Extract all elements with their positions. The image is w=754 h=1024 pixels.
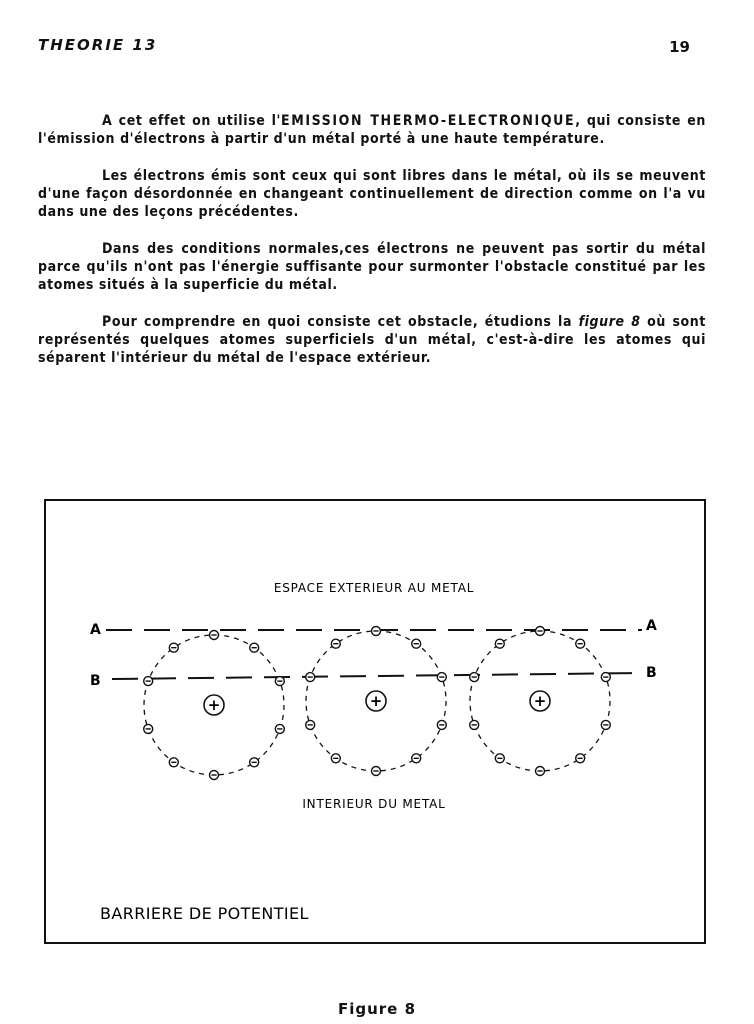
line-b-label-left: B: [90, 673, 101, 689]
line-a-label-left: A: [90, 622, 101, 638]
line-a-label-right: A: [646, 618, 657, 634]
paragraph-4-end: où sont représentés quelques atomes superficiels d'un métal, c'est-à-dire les atomes qui séparent l'intérieur du métal de l'espace extérieur.: [38, 314, 706, 366]
figure-caption: Figure 8: [337, 1000, 417, 1018]
emphasis-term: EMISSION THERMO-ELECTRONIQUE: [281, 113, 576, 129]
nucleus-plus-sign: +: [533, 692, 547, 710]
figure-8-box: [44, 499, 706, 944]
chapter-title: THEORIE 13: [38, 36, 158, 54]
line-b: [112, 673, 642, 679]
paragraph-3: Dans des conditions normales,ces électrons ne peuvent pas sortir du métal parce qu'ils n'ont pas l'énergie suffisante pour surmonter l'obstacle constitué par les atomes situés à la superficie du métal.: [38, 241, 706, 293]
surface-atoms: [144, 627, 611, 780]
paragraph-4: [38, 313, 706, 367]
nucleus-plus-sign: +: [369, 692, 383, 710]
nucleus-plus-sign: +: [207, 696, 221, 714]
paragraph-1-start: A cet effet on utilise l': [102, 113, 282, 129]
figure-reference: figure 8: [578, 314, 641, 330]
potential-barrier-diagram: [46, 501, 708, 946]
body-text: [38, 112, 706, 386]
paragraph-1: [38, 112, 706, 148]
line-b-label-right: B: [646, 665, 657, 681]
page-number: 19: [669, 38, 690, 56]
paragraph-2: Les électrons émis sont ceux qui sont libres dans le métal, où ils se meuvent d'une façon désordonnée en changeant continuellement de direction comme on l'a vu dans une des leçons précédentes.: [38, 168, 706, 220]
paragraph-1-end: , qui consiste en l'émission d'électrons à partir d'un métal porté à une haute température.: [38, 113, 706, 147]
outer-space-label: ESPACE EXTERIEUR AU METAL: [273, 581, 475, 595]
metal-interior-label: INTERIEUR DU METAL: [302, 797, 446, 811]
paragraph-4-start: Pour comprendre en quoi consiste cet obstacle, étudions la: [102, 314, 579, 330]
figure-title: BARRIERE DE POTENTIEL: [100, 904, 309, 923]
